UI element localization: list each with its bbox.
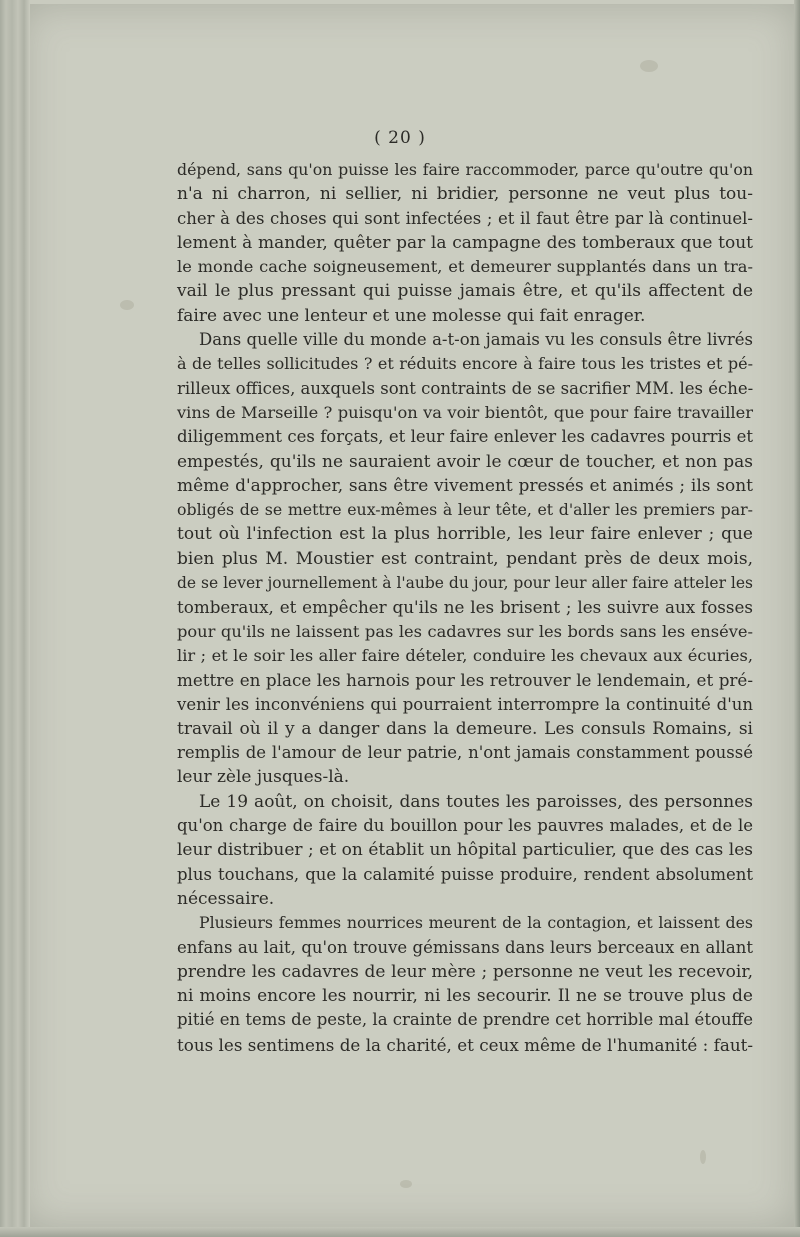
text-line: plus touchans, que la calamité puisse produire, rendent absolument (177, 864, 753, 884)
text-line: Plusieurs femmes nourrices meurent de la contagion, et laissent des (199, 913, 753, 933)
text-line: lement à mander, quêter par la campagne des tomberaux que tout (177, 232, 753, 253)
text-line: dépend, sans qu'on puisse les faire raccommoder, parce qu'outre qu'on (177, 160, 753, 179)
text-line: tous les sentimens de la charité, et ceux même de l'humanité : faut- (177, 1034, 753, 1055)
text-line: nécessaire. (177, 888, 275, 909)
text-line: leur zèle jusques-là. (177, 767, 350, 788)
text-line: pour qu'ils ne laissent pas les cadavres sur les bords sans les enséve- (177, 621, 753, 641)
text-line: diligemment ces forçats, et leur faire enlever les cadavres pourris et (177, 427, 753, 447)
paper-stain (700, 1150, 706, 1164)
text-line: tomberaux, et empêcher qu'ils ne les brisent ; les suivre aux fosses (177, 597, 753, 618)
text-line: lir ; et le soir les aller faire dételer, conduire les chevaux aux écuries, (177, 645, 753, 665)
page-right-edge (794, 0, 800, 1237)
text-line: Le 19 août, on choisit, dans toutes les paroisses, des personnes (199, 791, 753, 812)
text-line: prendre les cadavres de leur mère ; personne ne veut les recevoir, (177, 961, 753, 982)
text-line: cher à des choses qui sont infectées ; et il faut être par là continuel- (177, 208, 753, 228)
text-line: vins de Marseille ? puisqu'on va voir bientôt, que pour faire travailler (177, 402, 753, 422)
text-line: tout où l'infection est la plus horrible, les leur faire enlever ; que (177, 524, 753, 545)
text-line: le monde cache soigneusement, et demeurer supplantés dans un tra- (177, 257, 753, 277)
text-line: ni moins encore les nourrir, ni les secourir. Il ne se trouve plus de (177, 986, 753, 1007)
body-text (177, 158, 753, 1057)
text-line: empestés, qu'ils ne sauraient avoir le cœur de toucher, et non pas (177, 451, 753, 472)
text-line: enfans au lait, qu'on trouve gémissans dans leurs berceaux en allant (177, 937, 753, 957)
text-line: de se lever journellement à l'aube du jour, pour leur aller faire atteler les (177, 574, 753, 593)
text-line: remplis de l'amour de leur patrie, n'ont jamais constamment poussé (177, 743, 753, 763)
page-number: ( 20 ) (374, 128, 426, 148)
text-line: bien plus M. Moustier est contraint, pendant près de deux mois, (177, 548, 753, 569)
text-line: obligés de se mettre eux-mêmes à leur tête, et d'aller les premiers par- (177, 500, 753, 520)
text-line: Dans quelle ville du monde a-t-on jamais vu les consuls être livrés (199, 330, 753, 350)
paper-stain (120, 300, 134, 310)
text-line: leur distribuer ; et on établit un hôpital particulier, que des cas les (177, 840, 753, 861)
paper-stain (640, 60, 658, 72)
text-line: faire avec une lenteur et une molesse qui fait enrager. (177, 305, 646, 326)
binding-edge (0, 0, 30, 1237)
page-bottom-edge (0, 1227, 800, 1237)
text-line: à de telles sollicitudes ? et réduits encore à faire tous les tristes et pé- (177, 354, 753, 374)
text-line: n'a ni charron, ni sellier, ni bridier, personne ne veut plus tou- (177, 184, 753, 205)
text-line: rilleux offices, auxquels sont contraints de se sacrifier MM. les éche- (177, 378, 754, 398)
text-line: pitié en tems de peste, la crainte de prendre cet horrible mal étouffe (177, 1010, 753, 1030)
text-line: venir les inconvéniens qui pourraient interrompre la continuité d'un (177, 694, 753, 714)
text-line: travail où il y a danger dans la demeure. Les consuls Romains, si (177, 718, 753, 739)
paper-stain (400, 1180, 412, 1188)
text-line: qu'on charge de faire du bouillon pour les pauvres malades, et de le (177, 816, 753, 836)
text-line: vail le plus pressant qui puisse jamais être, et qu'ils affectent de (177, 281, 753, 302)
text-line: même d'approcher, sans être vivement pressés et animés ; ils sont (177, 475, 753, 496)
text-line: mettre en place les harnois pour les retrouver le lendemain, et pré- (177, 670, 753, 691)
